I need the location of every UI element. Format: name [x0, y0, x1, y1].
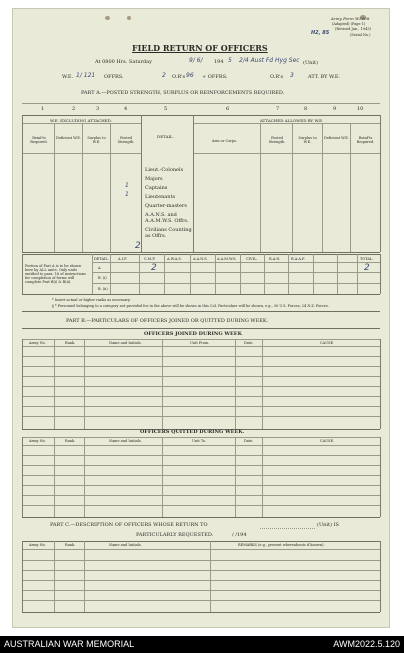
- rank-label: Majors: [145, 176, 163, 182]
- summary-row-label: A.: [98, 266, 102, 270]
- col-number-8: 8: [304, 106, 308, 112]
- left-col-header: Posted Strength.: [117, 136, 135, 144]
- col-number-7: 7: [276, 106, 280, 112]
- left-col-header: Reinf'ts Required.: [30, 136, 48, 144]
- joined-col-header: Date.: [244, 341, 254, 345]
- quitted-col-header: Army No.: [29, 439, 46, 443]
- pin-hole-mark: [105, 16, 110, 20]
- at-hours-label: At 0800 Hrs. Saturday: [95, 59, 152, 65]
- quitted-col-header: Date.: [244, 439, 254, 443]
- quitted-col-header: Unit To.: [192, 439, 207, 443]
- part-b-heading: PART B.—PARTICULARS OF OFFICERS JOINED OR QUITTED DURING WEEK.: [66, 318, 269, 324]
- quitted-col-header: CAUSE.: [320, 439, 335, 443]
- attached-allowed-heading: ATTACHED ALLOWED BY W.E.: [260, 118, 324, 123]
- col-number-3: 3: [96, 106, 100, 112]
- page-title: FIELD RETURN OF OFFICERS: [132, 43, 268, 53]
- summary-header: A.I.F.: [118, 257, 128, 261]
- rank-label: Civilians Counting: [145, 227, 192, 233]
- pin-hole-mark: [127, 16, 131, 20]
- col-number-9: 9: [333, 106, 337, 112]
- left-col-header: Surplus to W.E.: [87, 136, 106, 144]
- footer-institution: AUSTRALIAN WAR MEMORIAL: [4, 639, 135, 649]
- or-handwritten: 96: [186, 72, 194, 79]
- rank-label: as Offrs.: [145, 233, 167, 239]
- year-handwritten: 5: [228, 57, 232, 64]
- serial-label: (Serial No.): [350, 33, 371, 37]
- col-number-4: 4: [124, 106, 128, 112]
- we-label: W.E.: [62, 74, 74, 80]
- joined-col-header: Rank.: [65, 341, 76, 345]
- serial-number-value: H2, 85: [311, 30, 330, 36]
- summary-row-label: B. (ii): [98, 287, 108, 291]
- part-c-col-header: Name and Initials.: [109, 543, 142, 547]
- posted-strength-mark: 1: [125, 182, 129, 189]
- part-c-date: / /194: [232, 532, 247, 538]
- part-c-col-header: Rank.: [65, 543, 76, 547]
- right-col-header: Reinf'ts Required.: [356, 136, 375, 144]
- unit-label: (Unit): [303, 60, 318, 66]
- year-prefix: 194: [214, 59, 224, 65]
- plus-offrs-label: + OFFRS.: [202, 74, 228, 80]
- rank-label: Lieutenants: [145, 194, 176, 200]
- part-a-side-note: Portion of Part A is to be shown here by ALL units. Only units entitled to para. 16 of instructions for completion of forms will complete Part B(i) & B(ii).: [25, 264, 86, 284]
- right-col-header: Deficient W.E.: [324, 136, 349, 140]
- form-sheet: [12, 8, 390, 628]
- form-number: Army Form W3008: [331, 16, 370, 21]
- form-revision-note: (Revised Jun., 1943): [335, 27, 371, 31]
- plus-or-handwritten: 3: [290, 72, 294, 79]
- footnote: § * Personnel belonging to a category not provided for in the above will be shown in this Col. Particulars will be shown, e.g., 30 U.S. Forces; 24 N.Z. Forces.: [52, 304, 329, 308]
- rank-label: Lieut.-Colonels: [145, 167, 184, 173]
- rank-label: Captains: [145, 185, 168, 191]
- form-page-note: (Adapted) (Page 1): [332, 22, 366, 26]
- part-a-heading: PART A.—POSTED STRENGTH, SURPLUS OR REINFORCEMENTS REQUIRED.: [81, 90, 285, 96]
- or-label: O.R's: [172, 74, 186, 80]
- summary-header: A.A.M.W.S.: [217, 257, 237, 261]
- date-handwritten: 9/ 6/: [189, 57, 203, 64]
- summary-row-label: B. (i): [98, 276, 107, 280]
- summary-header: A.W.A.S.: [167, 257, 182, 261]
- rank-label: A.A.M.W.S. Offrs.: [145, 218, 189, 224]
- quitted-heading: OFFICERS QUITTED DURING WEEK.: [140, 429, 245, 435]
- offrs-label: OFFRS.: [104, 74, 124, 80]
- col-number-5: 5: [164, 106, 168, 112]
- summary-header: R.A.A.F.: [291, 257, 306, 261]
- summary-header: A.A.N.S.: [193, 257, 208, 261]
- att-by-we-label: ATT. BY W.E.: [308, 74, 341, 80]
- aif-count-handwritten: 2: [151, 263, 157, 273]
- col-number-1: 1: [41, 106, 45, 112]
- summary-header: DETAIL.: [94, 257, 109, 261]
- archive-footer-bar: [0, 636, 404, 653]
- detail-total-handwritten: 2: [135, 241, 141, 251]
- detail-column-heading: DETAIL.: [157, 134, 174, 139]
- part-c-col-header: Army No.: [29, 543, 46, 547]
- unit-handwritten: 2/4 Aust Fd Hyg Sec: [239, 57, 300, 64]
- we-excluding-attached-heading: W.E. EXCLUDING ATTACHED.: [50, 118, 113, 123]
- right-col-header: Arm or Corps.: [212, 139, 238, 143]
- quitted-col-header: Rank.: [65, 439, 76, 443]
- summary-header: CIVIL.: [246, 257, 258, 261]
- offrs-handwritten: 2: [162, 72, 166, 79]
- summary-header: R.A.N.: [269, 257, 281, 261]
- part-c-col-header: REMARKS (e.g., present whereabouts if known).: [238, 543, 325, 547]
- part-c-requested: PARTICULARLY REQUESTED.: [136, 532, 214, 538]
- col-number-10: 10: [357, 106, 364, 112]
- joined-col-header: CAUSE.: [320, 341, 335, 345]
- we-handwritten: 1/ 121: [76, 72, 96, 79]
- right-col-header: Surplus to W.E.: [298, 136, 317, 144]
- joined-col-header: Unit From.: [190, 341, 210, 345]
- part-c-unit-is: (Unit) IS: [317, 522, 339, 528]
- plus-or-label: O.R's: [270, 74, 284, 80]
- col-number-2: 2: [72, 106, 76, 112]
- joined-col-header: Name and Initials.: [109, 341, 142, 345]
- right-col-header: Posted Strength.: [268, 136, 286, 144]
- footer-accession-number: AWM2022.5.120: [333, 639, 400, 649]
- footnote: * Insert actual or higher ranks as necessary.: [52, 298, 131, 302]
- rank-label: Quarter-masters: [145, 203, 187, 209]
- col-number-6: 6: [226, 106, 230, 112]
- posted-strength-mark: 1: [125, 191, 129, 198]
- part-c-heading: PART C.—DESCRIPTION OF OFFICERS WHOSE RETURN TO: [50, 522, 208, 528]
- total-count-handwritten: 2: [364, 263, 370, 273]
- left-col-header: Deficient W.E.: [56, 136, 81, 140]
- summary-header: TOTAL.: [360, 257, 374, 261]
- rank-label: A.A.N.S. and: [145, 212, 177, 218]
- joined-heading: OFFICERS JOINED DURING WEEK: [144, 331, 242, 337]
- joined-col-header: Army No.: [29, 341, 46, 345]
- quitted-col-header: Name and Initials.: [109, 439, 142, 443]
- summary-header: C.M.F.: [144, 257, 156, 261]
